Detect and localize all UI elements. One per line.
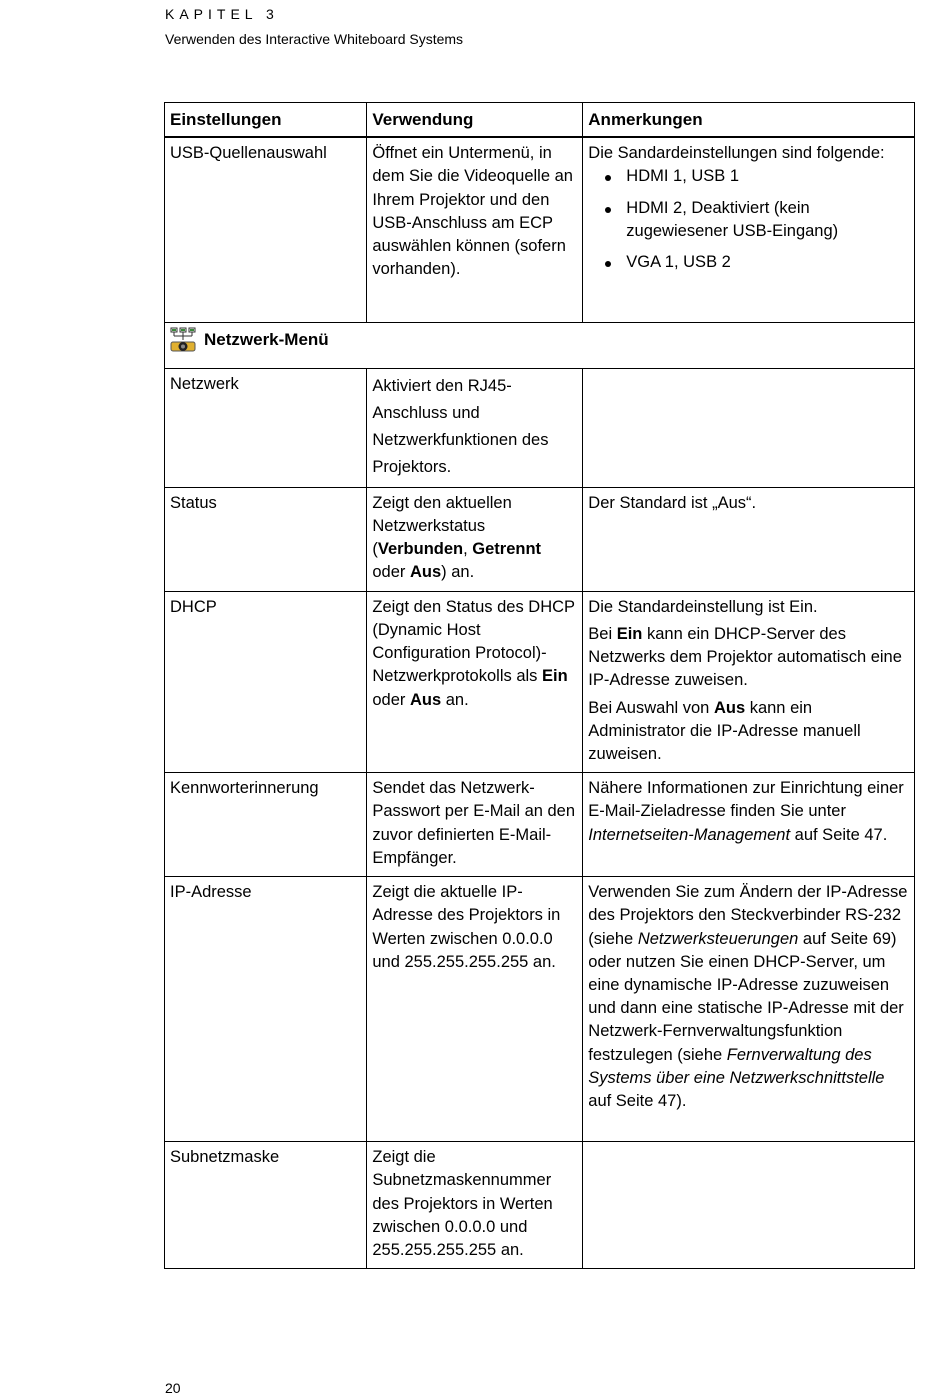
usage-cell: [367, 591, 583, 772]
list-item-text: HDMI 2, Deaktiviert (kein zugewiesener USB-Eingang): [626, 198, 839, 240]
bullet-icon: [605, 261, 611, 267]
table-row: [165, 1142, 915, 1269]
note-paragraph: Die Standardeinstellung ist Ein.: [588, 597, 818, 616]
table-row: [165, 773, 915, 877]
page-number: 20: [165, 1380, 181, 1396]
note-text: kann ein Administrator die IP-Adresse manuell zuweisen.: [588, 698, 861, 763]
chapter-label: KAPITEL 3: [165, 6, 279, 22]
usage-cell: Sendet das Netzwerk-Passwort per E-Mail an den zuvor definierten E-Mail-Empfänger.: [367, 773, 583, 877]
chapter-subtitle: Verwenden des Interactive Whiteboard Systems: [165, 31, 464, 47]
network-icon: [170, 327, 196, 353]
usage-text: oder: [372, 690, 410, 709]
status-disconnected: Getrennt: [472, 540, 542, 559]
list-item: [588, 165, 909, 188]
usage-cell: [367, 487, 583, 591]
note-cell: [583, 877, 915, 1142]
usage-text: Zeigt den Status des DHCP (Dynamic Host Configuration Protocol)-Netzwerkprotokolls als: [372, 597, 575, 686]
note-cell: [583, 591, 915, 772]
bullet-icon: [605, 175, 611, 181]
usage-text: oder: [372, 563, 410, 582]
cross-reference: Netzwerksteuerungen: [637, 929, 799, 948]
value-on: Ein: [616, 624, 643, 643]
column-header-verwendung: Verwendung: [367, 103, 583, 138]
table-row: [165, 137, 915, 322]
usage-text: Zeigt den aktuellen Netzwerkstatus (: [372, 493, 512, 559]
section-title: Netzwerk-Menü: [204, 330, 329, 350]
list-item-text: HDMI 1, USB 1: [626, 167, 740, 186]
note-cell: [583, 773, 915, 877]
usage-text: ,: [463, 540, 473, 559]
default-list: [588, 165, 909, 274]
setting-cell: Subnetzmaske: [165, 1142, 367, 1269]
setting-cell: DHCP: [165, 591, 367, 772]
status-off: Aus: [409, 563, 442, 582]
note-text: auf Seite 69) oder nutzen Sie einen DHCP-Server, um eine dynamische IP-Adresse zuzuweisen und dann eine statische IP-Adresse mit der Netzwerk-Fernverwaltungsfunktion festzulegen (siehe: [588, 929, 904, 1064]
section-cell: [165, 322, 915, 368]
usage-text: an.: [441, 690, 469, 709]
column-header-einstellungen: Einstellungen: [165, 103, 367, 138]
table-row: [165, 487, 915, 591]
usage-text: ) an.: [441, 563, 475, 582]
cross-reference: Internetseiten-Management: [588, 825, 791, 844]
list-item-text: VGA 1, USB 2: [626, 253, 731, 272]
note-cell: [583, 368, 915, 487]
usage-cell: Zeigt die Subnetzmaskennummer des Projektors in Werten zwischen 0.0.0.0 und 255.255.255.255 an.: [367, 1142, 583, 1269]
setting-cell: IP-Adresse: [165, 877, 367, 1142]
note-cell: Der Standard ist „Aus“.: [583, 487, 915, 591]
column-header-anmerkungen: Anmerkungen: [583, 103, 915, 138]
table-row: [165, 368, 915, 487]
note-text: Nähere Informationen zur Einrichtung einer E-Mail-Zieladresse finden Sie unter: [588, 779, 904, 821]
setting-cell: Status: [165, 487, 367, 591]
usage-cell: Zeigt die aktuelle IP-Adresse des Projektors in Werten zwischen 0.0.0.0 und 255.255.255.255 an.: [367, 877, 583, 1142]
table-row: [165, 877, 915, 1142]
note-paragraph: [588, 697, 909, 767]
value-off: Aus: [409, 690, 442, 709]
note-text: auf Seite 47.: [790, 825, 888, 844]
table-header-row: [165, 103, 915, 138]
setting-cell: Netzwerk: [165, 368, 367, 487]
note-cell: [583, 1142, 915, 1269]
table-row: [165, 591, 915, 772]
list-item: [588, 197, 909, 243]
usage-cell: Öffnet ein Untermenü, in dem Sie die Videoquelle an Ihrem Projektor und den USB-Anschluss am ECP auswählen können (sofern vorhanden).: [367, 137, 583, 322]
value-off: Aus: [713, 698, 746, 717]
list-item: [588, 251, 909, 274]
value-on: Ein: [542, 667, 568, 686]
setting-cell: USB-Quellenauswahl: [165, 137, 367, 322]
settings-table: [164, 102, 915, 1269]
usage-cell: Aktiviert den RJ45-Anschluss und Netzwerkfunktionen des Projektors.: [367, 368, 583, 487]
section-row: [165, 322, 915, 368]
note-text: Verwenden Sie zum Ändern der IP-Adresse des Projektors den Steckverbinder RS-232 (siehe: [588, 883, 908, 948]
setting-cell: Kennworterinnerung: [165, 773, 367, 877]
bullet-icon: [605, 207, 611, 213]
status-connected: Verbunden: [377, 540, 464, 559]
note-text: Bei Auswahl von: [588, 698, 714, 717]
note-text: auf Seite 47).: [588, 1091, 687, 1110]
note-paragraph: [588, 623, 909, 693]
note-intro: Die Sandardeinstellungen sind folgende:: [588, 144, 885, 163]
cross-reference: Fernverwaltung des Systems über eine Netzwerkschnittstelle: [588, 1045, 885, 1087]
note-text: kann ein DHCP-Server des Netzwerks dem Projektor automatisch eine IP-Adresse zuweisen.: [588, 624, 902, 690]
note-cell: [583, 137, 915, 322]
note-text: Bei: [588, 624, 617, 643]
